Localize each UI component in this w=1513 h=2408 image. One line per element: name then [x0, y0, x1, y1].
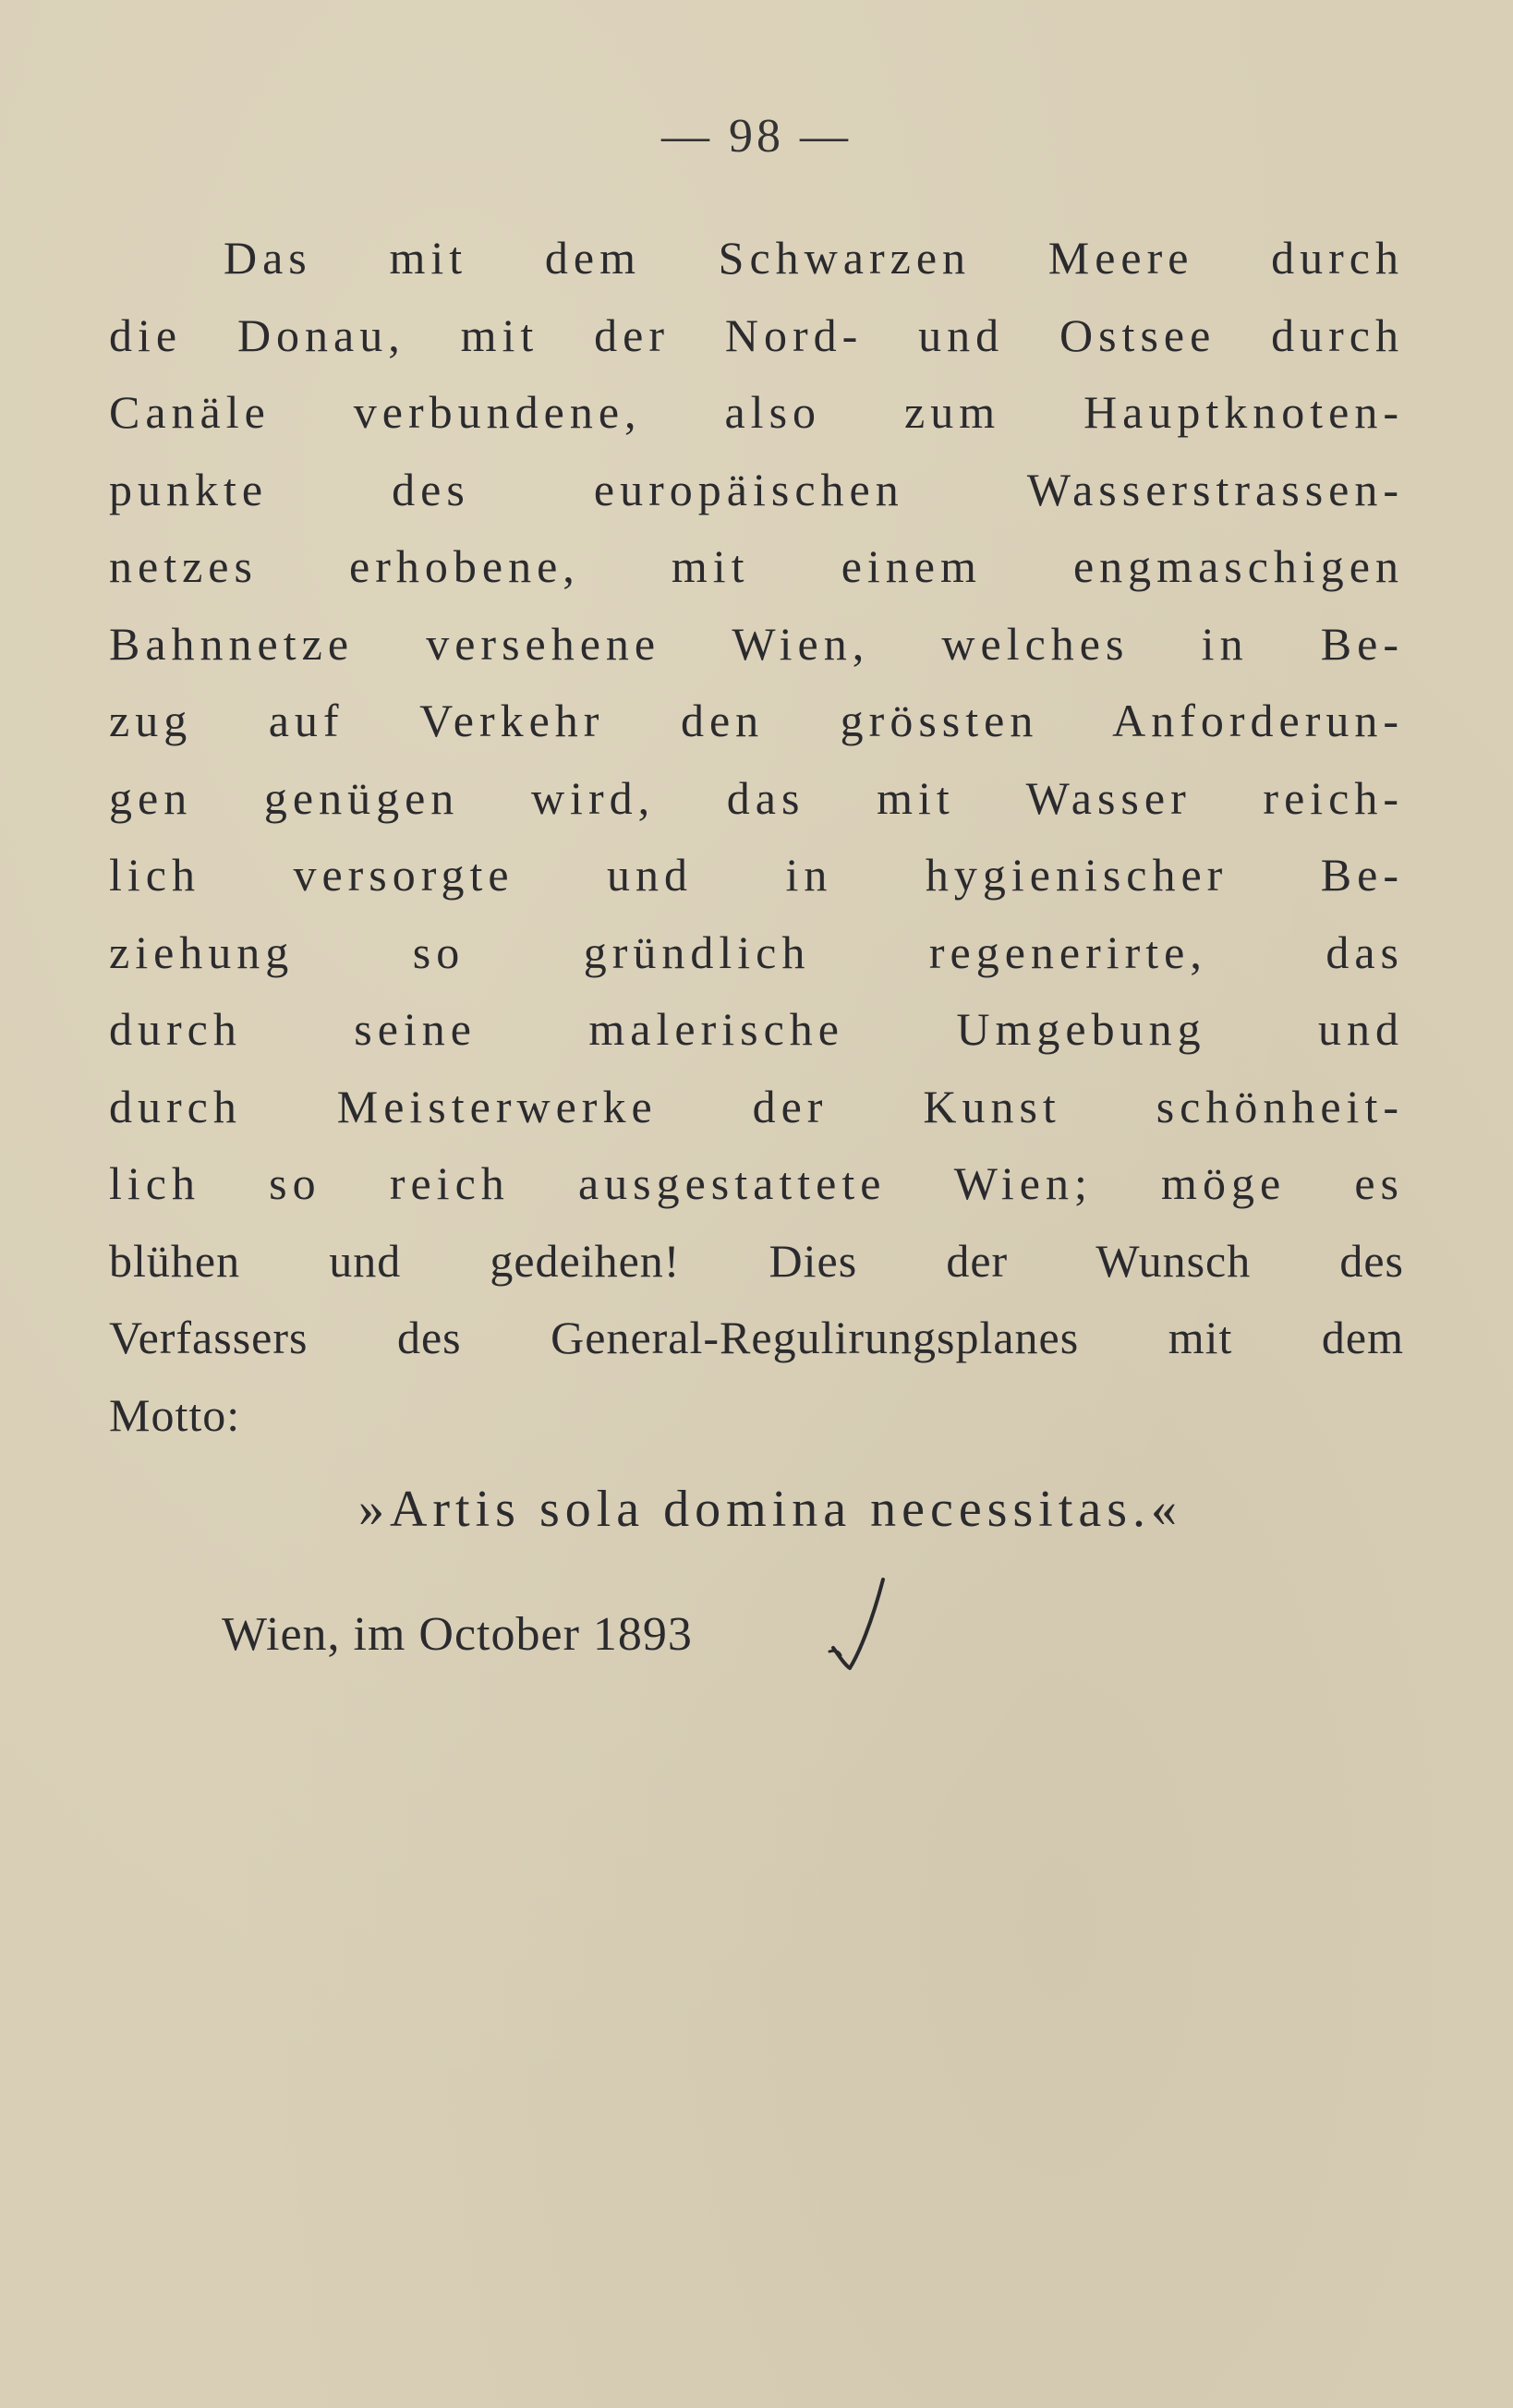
text-line: durch seine malerische Umgebung und	[109, 1003, 1404, 1055]
text-line: ziehung so gründlich regenerirte, das	[109, 926, 1404, 978]
text-line: durch Meisterwerke der Kunst schönheit-	[109, 1080, 1404, 1132]
handwritten-checkmark-icon	[828, 1576, 892, 1677]
text-line: Motto:	[109, 1388, 241, 1441]
text-line: gen genügen wird, das mit Wasser reich-	[109, 771, 1404, 824]
page-number: — 98 —	[661, 110, 852, 163]
text-line: Verfassers des General-Regulirungsplanes mit dem	[109, 1312, 1404, 1363]
text-line: Bahnnetze versehene Wien, welches in Be-	[109, 617, 1404, 670]
text-line: blühen und gedeihen! Dies der Wunsch des	[109, 1234, 1404, 1287]
dateline: Wien, im October 1893	[222, 1608, 693, 1661]
body-paragraph	[109, 220, 1404, 1454]
text-line: netzes erhobene, mit einem engmaschigen	[109, 540, 1404, 592]
text-line: lich versorgte und in hygienischer Be-	[109, 849, 1404, 901]
text-line: Canäle verbundene, also zum Hauptknoten-	[109, 386, 1404, 438]
text-line: zug auf Verkehr den grössten Anforderun-	[109, 695, 1404, 746]
text-line: die Donau, mit der Nord- und Ostsee durch	[109, 309, 1404, 361]
text-line: punkte des europäischen Wasserstrassen-	[109, 463, 1404, 515]
text-line: Das mit dem Schwarzen Meere durch	[224, 232, 1404, 284]
motto-quote: »Artis sola domina necessitas.«	[357, 1481, 1183, 1538]
text-line: lich so reich ausgestattete Wien; möge es	[109, 1157, 1404, 1209]
